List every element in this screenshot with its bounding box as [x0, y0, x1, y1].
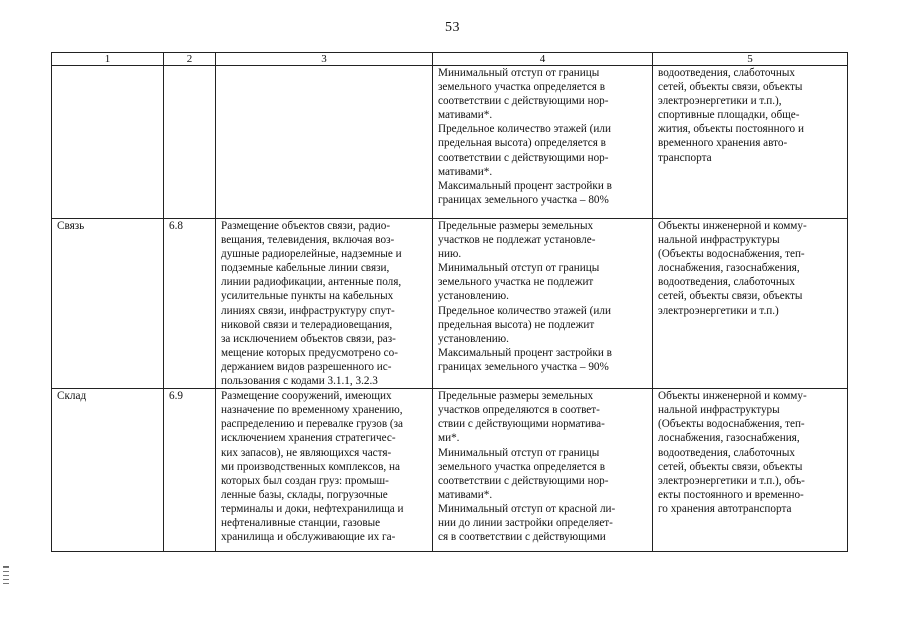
- text-line: жития, объекты постоянного и: [658, 123, 804, 136]
- text-line: границах земельного участка – 90%: [438, 360, 609, 373]
- use-description-cell: [216, 389, 433, 552]
- text-line: душные радиорелейные, надземные и: [221, 248, 402, 261]
- text-line: мативами*.: [438, 109, 493, 122]
- text-line: лоснабжения, газоснабжения,: [658, 262, 800, 275]
- text-line: нальной инфраструктуры: [658, 234, 780, 247]
- table-row: [52, 66, 848, 219]
- text-line: Минимальный отступ от красной ли-: [438, 502, 616, 515]
- margin-mark: [3, 566, 9, 587]
- text-line: мативами*.: [438, 165, 493, 178]
- text-line: го хранения автотранспорта: [658, 502, 792, 515]
- use-code-cell: 6.9: [164, 389, 216, 552]
- text-line: установлению.: [438, 290, 509, 303]
- text-line: подземные кабельные линии связи,: [221, 262, 390, 275]
- text-line: Размещение сооружений, имеющих: [221, 390, 392, 403]
- page-number: 53: [445, 20, 460, 35]
- text-line: ких запасов), не являющихся частя-: [221, 446, 392, 459]
- text-line: транспорта: [658, 151, 712, 164]
- parameters-cell: [433, 66, 653, 219]
- text-line: участков не подлежат установле-: [438, 234, 596, 247]
- text-line: земельного участка определяется в: [438, 460, 606, 473]
- text-line: Максимальный процент застройки в: [438, 179, 612, 192]
- text-line: временного хранения авто-: [658, 137, 788, 150]
- text-line: мещение которых предусмотрено со-: [221, 346, 398, 359]
- text-line: спортивные площадки, обще-: [658, 109, 800, 122]
- text-line: терминалы и доки, нефтехранилища и: [221, 502, 404, 515]
- table-row: [52, 219, 848, 389]
- text-line: предельная высота) не подлежит: [438, 318, 595, 331]
- text-line: которых был создан груз: промыш-: [221, 474, 389, 487]
- text-line: Минимальный отступ от границы: [438, 262, 600, 275]
- text-line: ми производственных комплексов, на: [221, 460, 400, 473]
- text-line: земельного участка определяется в: [438, 81, 606, 94]
- text-line: водоотведения, слаботочных: [658, 446, 795, 459]
- text-line: усилительные пункты на кабельных: [221, 290, 394, 303]
- text-line: (Объекты водоснабжения, теп-: [658, 418, 805, 431]
- text-line: Предельное количество этажей (или: [438, 123, 611, 136]
- text-line: сетей, объекты связи, объекты: [658, 290, 803, 303]
- column-header-2: 2: [164, 53, 216, 66]
- text-line: нию.: [438, 248, 462, 261]
- text-line: за исключением объектов связи, раз-: [221, 332, 396, 345]
- text-line: соответствии с действующими нор-: [438, 95, 609, 108]
- column-header-3: 3: [216, 53, 433, 66]
- text-line: линии радиофикации, антенные поля,: [221, 276, 402, 289]
- auxiliary-uses-cell: [653, 66, 848, 219]
- text-line: линиях связи, инфраструктуру спут-: [221, 304, 395, 317]
- text-line: предельная высота) определяется в: [438, 137, 606, 150]
- column-header-4: 4: [433, 53, 653, 66]
- auxiliary-uses-cell: [653, 219, 848, 389]
- use-description-cell: [216, 66, 433, 219]
- text-line: нальной инфраструктуры: [658, 404, 780, 417]
- text-line: соответствии с действующими нор-: [438, 151, 609, 164]
- column-header-1: 1: [52, 53, 164, 66]
- text-line: ся в соответствии с действующими: [438, 531, 606, 544]
- use-name-cell: Связь: [52, 219, 164, 389]
- parameters-cell: [433, 389, 653, 552]
- use-code-cell: 6.8: [164, 219, 216, 389]
- text-line: мативами*.: [438, 488, 493, 501]
- column-number-header-row: [52, 53, 848, 66]
- text-line: никовой связи и телерадиовещания,: [221, 318, 393, 331]
- text-line: пользования с кодами 3.1.1, 3.2.3: [221, 375, 378, 388]
- text-line: вещания, телевидения, включая воз-: [221, 234, 395, 247]
- parameters-cell: [433, 219, 653, 389]
- column-header-5: 5: [653, 53, 848, 66]
- text-line: водоотведения, слаботочных: [658, 67, 795, 79]
- text-line: участков определяются в соответ-: [438, 404, 600, 417]
- text-line: электроэнергетики и т.п.), объ-: [658, 474, 805, 487]
- text-line: держанием видов разрешенного ис-: [221, 360, 392, 373]
- text-line: исключением хранения стратегичес-: [221, 432, 396, 445]
- text-line: ленные базы, склады, погрузочные: [221, 488, 388, 501]
- text-line: водоотведения, слаботочных: [658, 276, 795, 289]
- text-line: соответствии с действующими нор-: [438, 474, 609, 487]
- text-line: нии до линии застройки определяет-: [438, 516, 613, 529]
- text-line: Предельные размеры земельных: [438, 220, 594, 232]
- land-use-table: [51, 52, 848, 552]
- text-line: границах земельного участка – 80%: [438, 193, 609, 206]
- table-row: [52, 389, 848, 552]
- text-line: Максимальный процент застройки в: [438, 346, 612, 359]
- text-line: Объекты инженерной и комму-: [658, 220, 807, 232]
- use-name-cell: Склад: [52, 389, 164, 552]
- text-line: ми*.: [438, 432, 460, 445]
- table-body: [52, 53, 848, 552]
- text-line: установлению.: [438, 332, 509, 345]
- text-line: распределению и перевалке грузов (за: [221, 418, 404, 431]
- use-code-cell: [164, 66, 216, 219]
- auxiliary-uses-cell: [653, 389, 848, 552]
- text-line: (Объекты водоснабжения, теп-: [658, 248, 805, 261]
- text-line: Минимальный отступ от границы: [438, 446, 600, 459]
- text-line: сетей, объекты связи, объекты: [658, 81, 803, 94]
- text-line: электроэнергетики и т.п.): [658, 304, 779, 317]
- use-name-cell: [52, 66, 164, 219]
- text-line: земельного участка не подлежит: [438, 276, 594, 289]
- text-line: лоснабжения, газоснабжения,: [658, 432, 800, 445]
- text-line: Предельные размеры земельных: [438, 390, 594, 403]
- text-line: Объекты инженерной и комму-: [658, 390, 807, 403]
- text-line: екты постоянного и временно-: [658, 488, 804, 501]
- use-description-cell: [216, 219, 433, 389]
- text-line: хранилища и обслуживающие их га-: [221, 531, 396, 544]
- text-line: Минимальный отступ от границы: [438, 67, 600, 79]
- text-line: Предельное количество этажей (или: [438, 304, 611, 317]
- text-line: ствии с действующими норматива-: [438, 418, 605, 431]
- text-line: нефтеналивные станции, газовые: [221, 516, 381, 529]
- text-line: сетей, объекты связи, объекты: [658, 460, 803, 473]
- text-line: назначение по временному хранению,: [221, 404, 403, 417]
- text-line: электроэнергетики и т.п.),: [658, 95, 782, 108]
- text-line: Размещение объектов связи, радио-: [221, 220, 391, 232]
